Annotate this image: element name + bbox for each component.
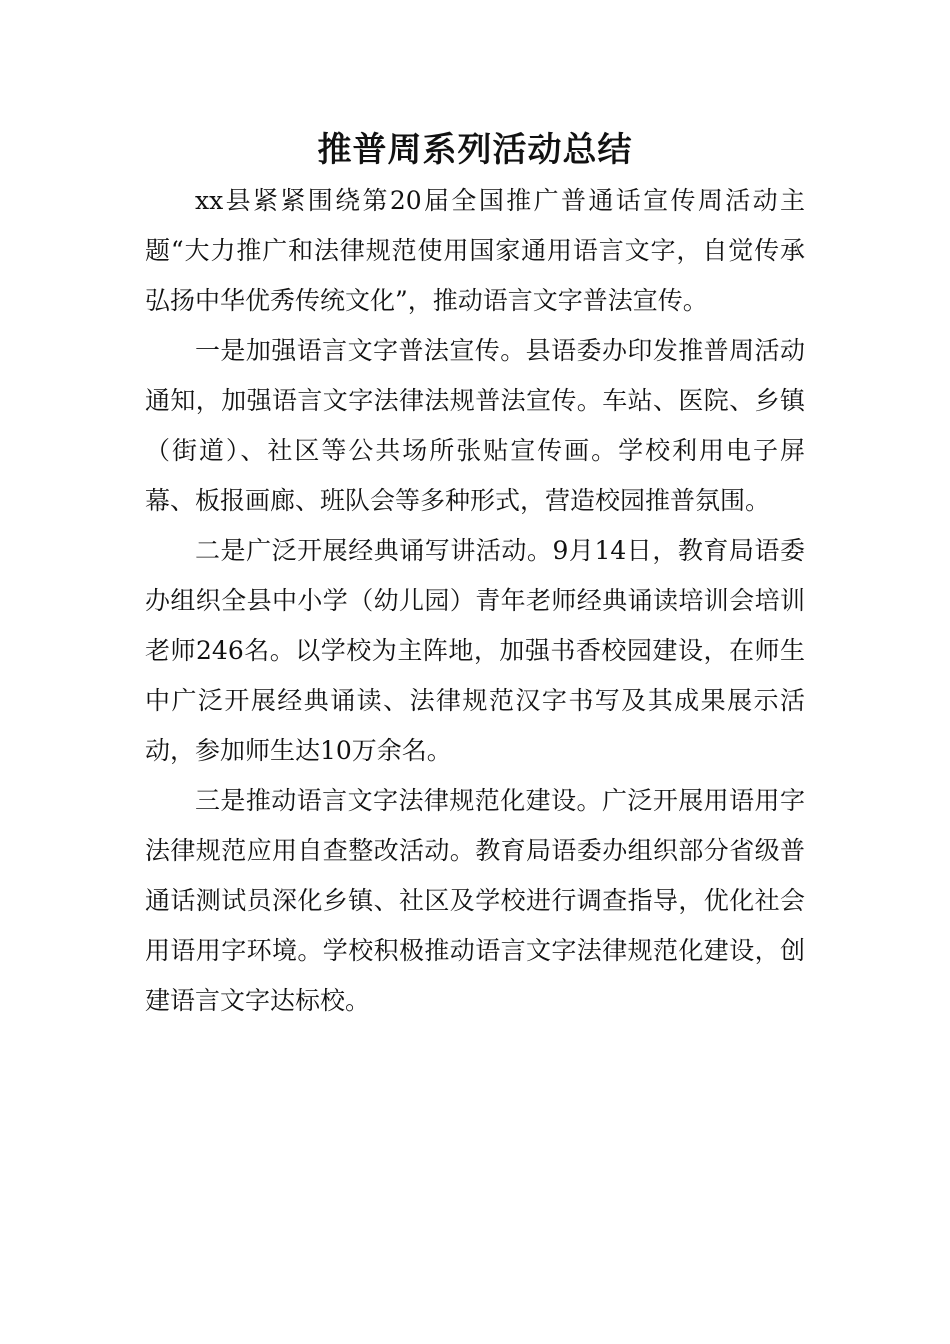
- paragraph-point-three: 三是推动语言文字法律规范化建设。广泛开展用语用字法律规范应用自查整改活动。教育局语委办组织部分省级普通话测试员深化乡镇、社区及学校进行调查指导，优化社会用语用字环境。学校积极推动语言文字法律规范化建设，创建语言文字达标校。: [145, 786, 805, 1015]
- paragraph-point-two: 二是广泛开展经典诵写讲活动。9月14日，教育局语委办组织全县中小学（幼儿园）青年老师经典诵读培训会培训老师246名。以学校为主阵地，加强书香校园建设，在师生中广泛开展经典诵读、法律规范汉字书写及其成果展示活动，参加师生达10万余名。: [145, 536, 805, 765]
- paragraph-intro: xx县紧紧围绕第20届全国推广普通话宣传周活动主题“大力推广和法律规范使用国家通用语言文字，自觉传承弘扬中华优秀传统文化”，推动语言文字普法宣传。: [145, 186, 805, 315]
- paragraph-point-one: 一是加强语言文字普法宣传。县语委办印发推普周活动通知，加强语言文字法律法规普法宣传。车站、医院、乡镇（街道）、社区等公共场所张贴宣传画。学校利用电子屏幕、板报画廊、班队会等多种形式，营造校园推普氛围。: [145, 336, 805, 515]
- document-body: [145, 176, 805, 1026]
- document-title: 推普周系列活动总结: [317, 130, 633, 170]
